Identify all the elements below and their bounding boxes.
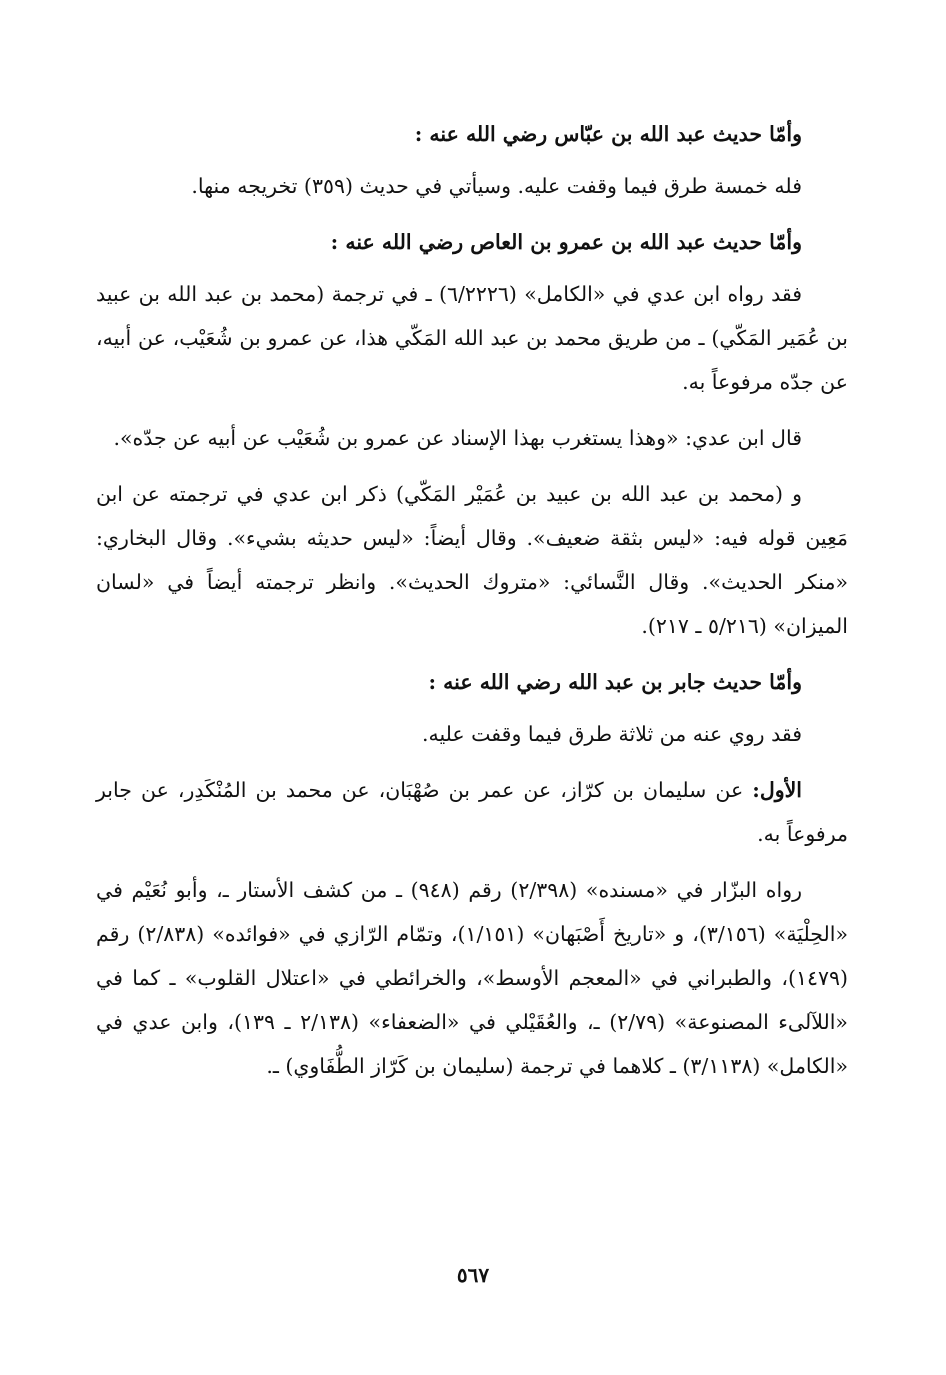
page-number: ٥٦٧ (456, 1263, 490, 1287)
paragraph-jabir-routes: فقد روي عنه من ثلاثة طرق فيما وقفت عليه. (421, 722, 802, 746)
first-route-text: عن سليمان بن كرّاز، عن عمر بن صُهْبَان، عن محمد بن المُنْكَدِر، عن جابر مرفوعاً به. (96, 778, 848, 846)
first-route-label: الأول: (752, 778, 802, 802)
page-body (96, 112, 848, 1100)
section-heading-ibn-abbas: وأمّا حديث عبد الله بن عبّاس رضي الله عنه : (414, 122, 802, 146)
paragraph-ibn-adi-narration: فقد رواه ابن عدي في «الكامل» (٦/٢٢٢٦) ـ في ترجمة (محمد بن عبد الله بن عبيد بن عُمَير المَكّي) ـ من طريق محمد بن عبد الله المَكّي هذا، عن عمرو بن شُعَيْب، عن أبيه، عن جدّه مرفوعاً به. (96, 282, 848, 394)
paragraph-narrator-assessment: و (محمد بن عبد الله بن عبيد بن عُمَيْر المَكّي) ذكر ابن عدي في ترجمته عن ابن مَعِين قوله فيه: «ليس بثقة ضعيف». وقال أيضاً: «ليس حديثه بشيء». وقال البخاري: «منكر الحديث». وقال النَّسائي: «متروك الحديث». وانظر ترجمته أيضاً في «لسان الميزان» (٥/٢١٦ ـ ٢١٧). (96, 482, 848, 638)
paragraph-ibn-abbas-routes: فله خمسة طرق فيما وقفت عليه. وسيأتي في حديث (٣٥٩) تخريجه منها. (191, 174, 802, 198)
paragraph-ibn-adi-quote: قال ابن عدي: «وهذا يستغرب بهذا الإسناد عن عمرو بن شُعَيْب عن أبيه عن جدّه». (113, 426, 802, 450)
section-heading-jabir: وأمّا حديث جابر بن عبد الله رضي الله عنه : (428, 670, 802, 694)
paragraph-sources: رواه البزّار في «مسنده» (٢/٣٩٨) رقم (٩٤٨) ـ من كشف الأستار ـ، وأبو نُعَيْم في «الحِلْيَة» (٣/١٥٦)، و «تاريخ أَصْبَهان» (١/١٥١)، وتمّام الرّازي في «فوائده» (٢/٨٣٨) رقم (١٤٧٩)، والطبراني في «المعجم الأوسط»، والخرائطي في «اعتلال القلوب» ـ كما في «اللآلىء المصنوعة» (٢/٧٩) ـ، والعُقَيْلي في «الضعفاء» (٢/١٣٨ ـ ١٣٩)، وابن عدي في «الكامل» (٣/١١٣٨) ـ كلاهما في ترجمة (سليمان بن كَرّاز الطُّفَاوي) ـ. (96, 878, 848, 1078)
section-heading-ibn-amr: وأمّا حديث عبد الله بن عمرو بن العاص رضي الله عنه : (330, 230, 802, 254)
paragraph-first-route (96, 768, 848, 856)
